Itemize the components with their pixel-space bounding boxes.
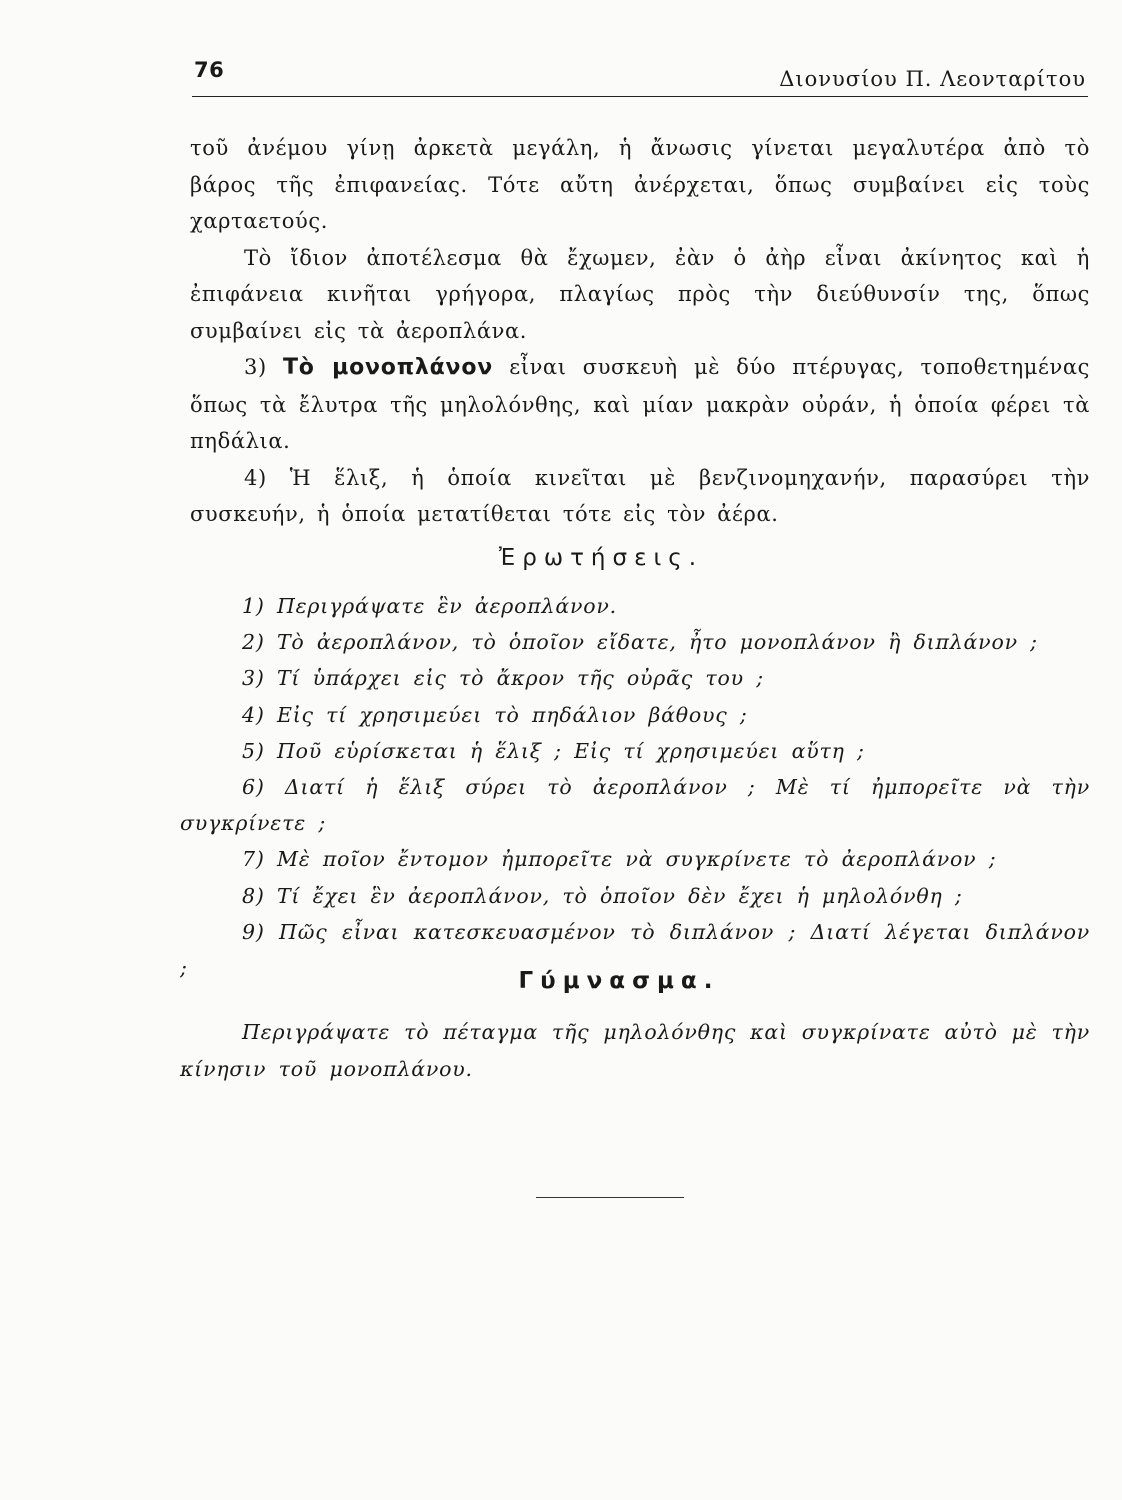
question-item: 6) Διατί ἡ ἕλιξ σύρει τὸ ἀεροπλάνον ; Μὲ τί ἠμπορεῖτε νὰ τὴν συγκρίνετε ; <box>180 775 1090 836</box>
paragraph-3-bold-term: Τὸ μονοπλάνον <box>282 355 494 380</box>
paragraph-3 <box>190 349 1090 460</box>
paragraph-1: τοῦ ἀνέμου γίνῃ ἀρκετὰ μεγάλη, ἡ ἄνωσις γίνεται μεγαλυτέρα ἀπὸ τὸ βάρος τῆς ἐπιφανείας. Τότε αὔτη ἀνέρχεται, ὅπως συμβαίνει εἰς τοὺς χαρταετούς. <box>190 136 1090 233</box>
running-head: Διονυσίου Π. Λεονταρίτου <box>779 67 1086 91</box>
question-item: 2) Τὸ ἀεροπλάνον, τὸ ὁποῖον εἴδατε, ἦτο μονοπλάνον ἢ διπλάνον ; <box>242 630 1038 655</box>
question-item: 7) Μὲ ποῖον ἔντομον ἠμπορεῖτε νὰ συγκρίνετε τὸ ἀεροπλάνον ; <box>242 847 997 872</box>
exercise-paragraph: Περιγράψατε τὸ πέταγμα τῆς μηλολόνθης καὶ συγκρίνατε αὐτὸ μὲ τὴν κίνησιν τοῦ μονοπλάνου. <box>180 1020 1090 1081</box>
exercise-text <box>180 1014 1090 1087</box>
question-item: 5) Ποῦ εὑρίσκεται ἡ ἕλιξ ; Εἰς τί χρησιμεύει αὕτη ; <box>242 738 865 763</box>
paragraph-2: Τὸ ἴδιον ἀποτέλεσμα θὰ ἔχωμεν, ἐὰν ὁ ἀὴρ εἶναι ἀκίνητος καὶ ἡ ἐπιφάνεια κινῆται γρήγορα, πλαγίως πρὸς τὴν διεύθυνσίν της, ὅπως συμβαίνει εἰς τὰ ἀεροπλάνα. <box>190 245 1090 343</box>
paragraph-3-number: 3) <box>244 355 267 379</box>
question-item: 1) Περιγράψατε ἓν ἀεροπλάνον. <box>242 594 617 618</box>
questions-list <box>180 588 1090 986</box>
page-header <box>192 52 1088 102</box>
exercise-heading: Γύμνασμα. <box>518 968 720 994</box>
question-item: 9) Πῶς εἶναι κατεσκευασμένον τὸ διπλάνον ; Διατί λέγεται διπλάνον ; <box>180 919 1090 981</box>
question-item: 4) Εἰς τί χρησιμεύει τὸ πηδάλιον βάθους ; <box>242 702 748 727</box>
questions-heading: Ἐρωτήσεις. <box>498 545 704 571</box>
question-item: 3) Τί ὑπάρχει εἰς τὸ ἄκρον τῆς οὐρᾶς του ; <box>242 666 764 691</box>
paragraph-3-rest: εἶναι συσκευὴ μὲ δύο πτέρυγας, τοποθετημένας ὅπως τὰ ἔλυτρα τῆς μηλολόνθης, καὶ μίαν μακρὰν οὐράν, ἡ ὁποία φέρει τὰ πηδάλια. <box>190 355 1090 453</box>
end-rule <box>536 1197 684 1198</box>
header-rule <box>192 96 1088 97</box>
question-item: 8) Τί ἔχει ἓν ἀεροπλάνον, τὸ ὁποῖον δὲν ἔχει ἡ μηλολόνθη ; <box>242 883 963 908</box>
page-number: 76 <box>194 58 225 82</box>
body-text <box>190 130 1090 533</box>
paragraph-4: 4) Ἡ ἕλιξ, ἡ ὁποία κινεῖται μὲ βενζινομηχανήν, παρασύρει τὴν συσκευήν, ἡ ὁποία μετατίθεται τότε εἰς τὸν ἀέρα. <box>190 465 1090 526</box>
